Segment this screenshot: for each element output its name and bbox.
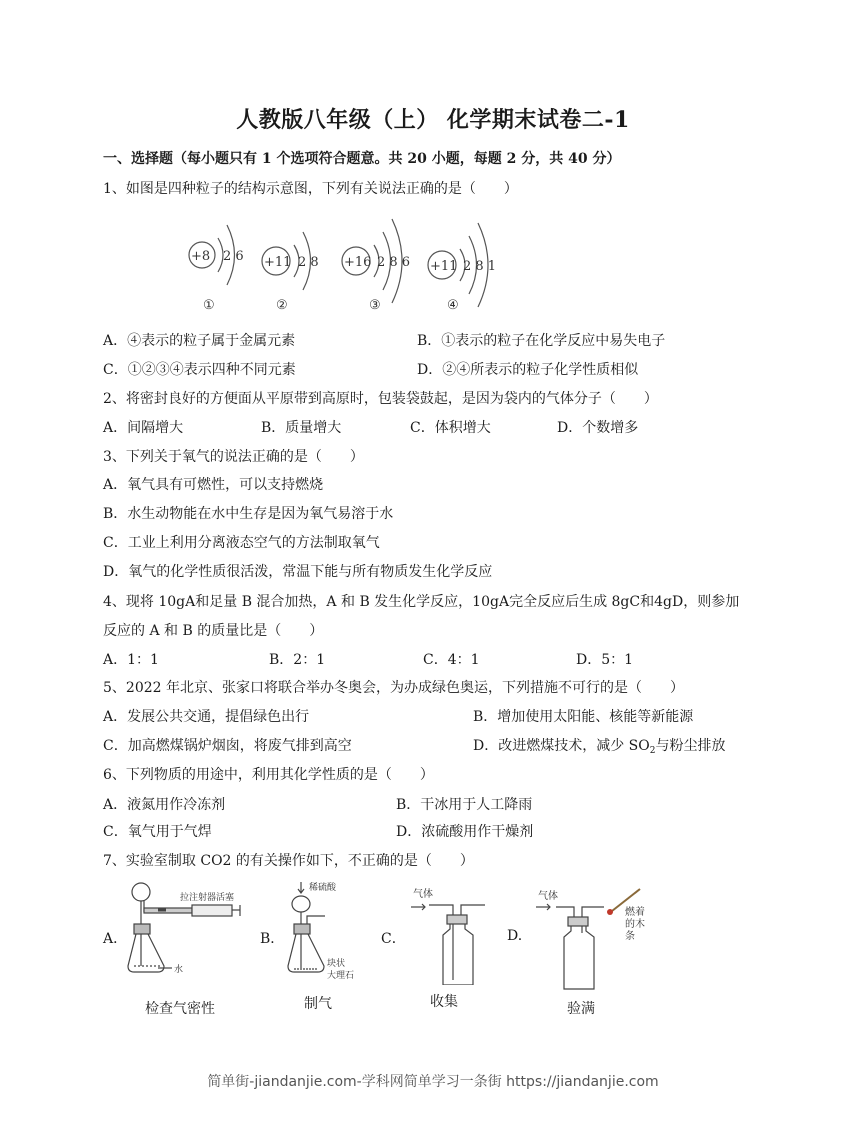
question-4-stem-line1: 4、现将 10gA和足量 B 混合加热，A 和 B 发生化学反应，10gA完全反应后生成 8gC和4gD，则参加 bbox=[103, 594, 740, 610]
q7-fig-d-letter: D. bbox=[507, 928, 523, 944]
apparatus-gas-generation bbox=[285, 880, 375, 990]
atom-1-shells: 2 6 bbox=[223, 249, 244, 264]
question-7-stem: 7、实验室制取 CO2 的有关操作如下，不正确的是（ ） bbox=[103, 853, 474, 869]
question-4-stem-line2: 反应的 A 和 B 的质量比是（ ） bbox=[103, 623, 324, 639]
atom-4-label: ④ bbox=[447, 298, 459, 313]
question-2-stem: 2、将密封良好的方便面从平原带到高原时，包装袋鼓起，是因为袋内的气体分子（ ） bbox=[103, 391, 658, 407]
question-3-stem: 3、下列关于氧气的说法正确的是（ ） bbox=[103, 449, 364, 465]
fig-b-label-acid: 稀硫酸 bbox=[309, 883, 337, 893]
atom-2-nucleus: +11 bbox=[264, 255, 292, 270]
question-5-stem: 5、2022 年北京、张家口将联合举办冬奥会，为办成绿色奥运，下列措施不可行的是（ ） bbox=[103, 680, 684, 696]
q5-option-d-subscript: 2 bbox=[649, 746, 656, 756]
q5-option-d-text: D．改进燃煤技术，减少 SO bbox=[473, 738, 650, 754]
question-6-stem: 6、下列物质的用途中，利用其化学性质的是（ ） bbox=[103, 767, 434, 783]
q2-option-c: C．体积增大 bbox=[410, 420, 491, 436]
q3-option-b: B．水生动物能在水中生存是因为氧气易溶于水 bbox=[103, 506, 394, 522]
q7-fig-b-caption: 制气 bbox=[304, 996, 332, 1012]
atom-1-label: ① bbox=[203, 298, 215, 313]
q1-option-a: A．④表示的粒子属于金属元素 bbox=[103, 333, 296, 349]
atom-4-shells: 2 8 1 bbox=[463, 259, 497, 274]
q6-option-b: B．干冰用于人工降雨 bbox=[396, 797, 533, 813]
atom-4-nucleus: +11 bbox=[430, 259, 458, 274]
apparatus-gas-collection bbox=[405, 885, 505, 985]
q4-option-b: B．2：1 bbox=[269, 652, 326, 668]
page-title: 人教版八年级（上） 化学期末试卷二-1 bbox=[236, 107, 630, 133]
atom-3-nucleus: +16 bbox=[344, 255, 372, 270]
atom-3-label: ③ bbox=[369, 298, 381, 313]
fig-d-label-gas: 气体 bbox=[538, 891, 558, 902]
fig-b-label-marble: 大理石 bbox=[327, 971, 355, 981]
q7-fig-c-letter: C． bbox=[381, 931, 406, 947]
section-heading: 一、选择题（每小题只有 1 个选项符合题意。共 20 小题，每题 2 分，共 40 分） bbox=[103, 151, 621, 167]
question-1-stem: 1、如图是四种粒子的结构示意图，下列有关说法正确的是（ ） bbox=[103, 181, 518, 197]
q7-fig-a-caption: 检查气密性 bbox=[145, 1001, 215, 1017]
fig-d-label-of-wood: 的木 bbox=[625, 919, 645, 930]
q1-option-b: B．①表示的粒子在化学反应中易失电子 bbox=[417, 333, 666, 349]
q4-option-d: D．5：1 bbox=[576, 652, 634, 668]
atom-3-shells: 2 8 6 bbox=[377, 255, 411, 270]
q1-option-d: D．②④所表示的粒子化学性质相似 bbox=[417, 362, 639, 378]
q5-option-a: A．发展公共交通，提倡绿色出行 bbox=[103, 709, 310, 725]
q6-option-c: C．氧气用于气焊 bbox=[103, 824, 212, 840]
fig-a-label-water: 水 bbox=[174, 965, 184, 975]
q6-option-d: D．浓硫酸用作干燥剂 bbox=[396, 824, 534, 840]
fig-c-label-gas: 气体 bbox=[413, 889, 433, 900]
q6-option-a: A．液氮用作冷冻剂 bbox=[103, 797, 226, 813]
q7-fig-a-letter: A． bbox=[103, 931, 128, 947]
apparatus-airtightness-check bbox=[120, 880, 250, 980]
q5-option-d bbox=[473, 735, 725, 756]
q2-option-b: B．质量增大 bbox=[261, 420, 342, 436]
footer-watermark: 简单街-jiandanjie.com-学科网简单学习一条街 https://jiandanjie.com bbox=[207, 1074, 659, 1090]
q3-option-d: D．氧气的化学性质很活泼，常温下能与所有物质发生化学反应 bbox=[103, 564, 493, 580]
q5-option-b: B．增加使用太阳能、核能等新能源 bbox=[473, 709, 694, 725]
fig-d-label-stick: 条 bbox=[625, 931, 635, 942]
q5-option-c: C．加高燃煤锅炉烟囱，将废气排到高空 bbox=[103, 738, 352, 754]
atom-2-label: ② bbox=[276, 298, 288, 313]
q1-option-c: C．①②③④表示四种不同元素 bbox=[103, 362, 296, 378]
q3-option-c: C．工业上利用分离液态空气的方法制取氧气 bbox=[103, 535, 380, 551]
atom-2-shells: 2 8 bbox=[298, 255, 319, 270]
atom-1-nucleus: +8 bbox=[191, 249, 211, 264]
q3-option-a: A．氧气具有可燃性，可以支持燃烧 bbox=[103, 477, 324, 493]
q4-option-c: C．4：1 bbox=[423, 652, 480, 668]
q2-option-d: D．个数增多 bbox=[557, 420, 639, 436]
fig-d-label-burning: 燃着 bbox=[625, 907, 645, 918]
apparatus-full-check bbox=[530, 885, 670, 995]
q4-option-a: A．1：1 bbox=[103, 652, 159, 668]
q7-fig-c-caption: 收集 bbox=[430, 994, 458, 1010]
fig-b-label-lump: 块状 bbox=[327, 959, 346, 969]
q7-fig-b-letter: B． bbox=[260, 931, 285, 947]
atom-structure-figure bbox=[170, 205, 510, 320]
fig-a-label-syringe: 拉注射器活塞 bbox=[180, 893, 235, 903]
q2-option-a: A．间隔增大 bbox=[103, 420, 184, 436]
q7-fig-d-caption: 验满 bbox=[567, 1001, 595, 1017]
q5-option-d-tail: 与粉尘排放 bbox=[655, 738, 726, 754]
